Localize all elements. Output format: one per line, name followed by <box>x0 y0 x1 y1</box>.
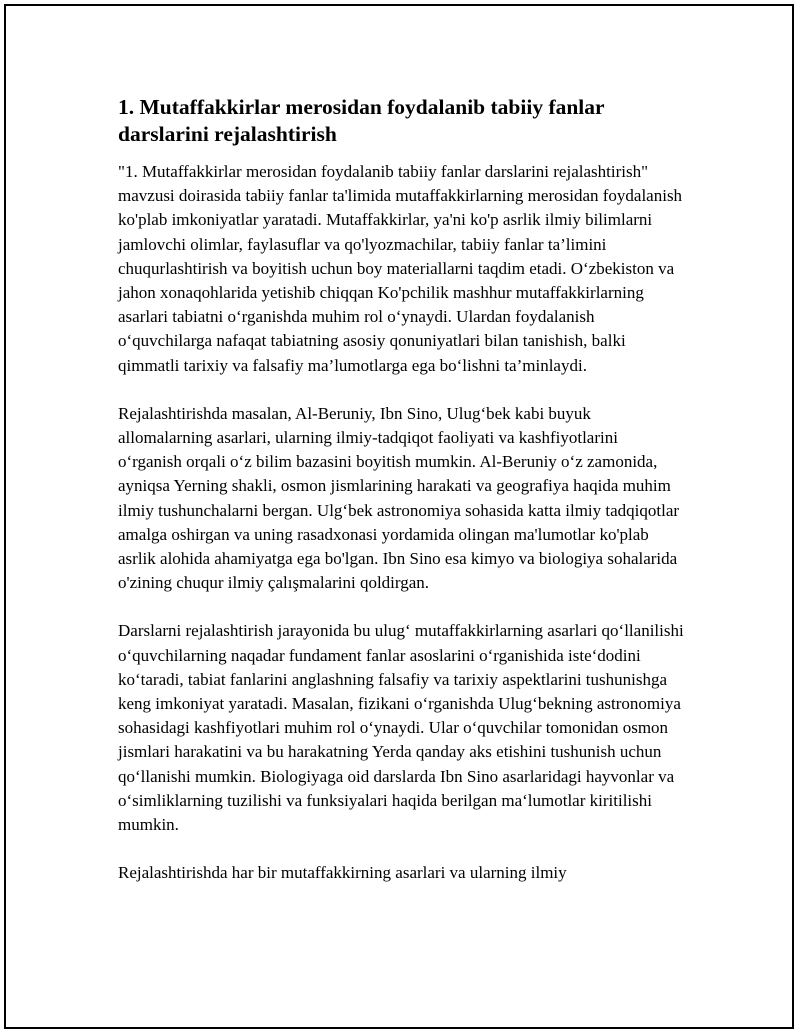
paragraph-3: Darslarni rejalashtirish jarayonida bu ulug‘ mutaffakkirlarning asarlari qo‘llanilishi o‘quvchilarning naqadar fundament fanlar asoslarini o‘rganishida iste‘dodini ko‘taradi, tabiat fanlarini anglashning falsafiy va tarixiy aspektlarini tushunishga keng imkoniyat yaratadi. Masalan, fizikani o‘rganishda Ulug‘bekning astronomiya sohasidagi kashfiyotlari muhim rol o‘ynaydi. Ular o‘quvchilar tomonidan osmon jismlari harakatini va bu harakatning Yerda qanday aks etishini tushunish uchun qo‘llanishi mumkin. Biologiyaga oid darslarda Ibn Sino asarlaridagi hayvonlar va o‘simliklarning tuzilishi va funksiyalari haqida berilgan ma‘lumotlar kiritilishi mumkin. <box>118 621 684 835</box>
document-body <box>118 94 684 909</box>
paragraph-4: Rejalashtirishda har bir mutaffakkirning asarlari va ularning ilmiy <box>118 863 567 883</box>
paragraph-2: Rejalashtirishda masalan, Al-Beruniy, Ibn Sino, Ulug‘bek kabi buyuk allomalarning asarlari, ularning ilmiy-tadqiqot faoliyati va kashfiyotlarini o‘rganish orqali o‘z bilim bazasini boyitish mumkin. Al-Beruniy o‘z zamonida, ayniqsa Yerning shakli, osmon jismlarining harakati va geografiya haqida muhim ilmiy tushunchalarni bergan. Ulg‘bek astronomiya sohasida katta ilmiy tadqiqotlar amalga oshirgan va uning rasadxonasi yordamida olingan ma'lumotlar ko'plab asrlik alohida ahamiyatga ega bo'lgan. Ibn Sino esa kimyo va biologiya sohalarida o'zining chuqur ilmiy çalışmalarini qoldirgan. <box>118 403 680 593</box>
paragraph-1: "1. Mutaffakkirlar merosidan foydalanib tabiiy fanlar darslarini rejalashtirish" mavzusi doirasida tabiiy fanlar ta'limida mutaffakkirlarning merosidan foydalanish ko'plab imkoniyatlar yaratadi. Mutaffakkirlar, ya'ni ko'p asrlik ilmiy bilimlarni jamlovchi olimlar, faylasuflar va qo'lyozmachilar, tabiiy fanlar ta’limini chuqurlashtirish va boyitish uchun boy materiallarni taqdim etadi. O‘zbekiston va jahon xonaqohlarida yetishib chiqqan Ko'pchilik mashhur mutaffakkirlarning asarlari tabiatni o‘rganishda muhim rol o‘ynaydi. Ulardan foydalanish o‘quvchilarga nafaqat tabiatning asosiy qonuniyatlari bilan tanishish, balki qimmatli tarixiy va falsafiy ma’lumotlarga ega bo‘lishni ta’minlaydi. <box>118 162 683 375</box>
document-heading: 1. Mutaffakkirlar merosidan foydalanib tabiiy fanlar darslarini rejalashtirish <box>118 95 605 146</box>
